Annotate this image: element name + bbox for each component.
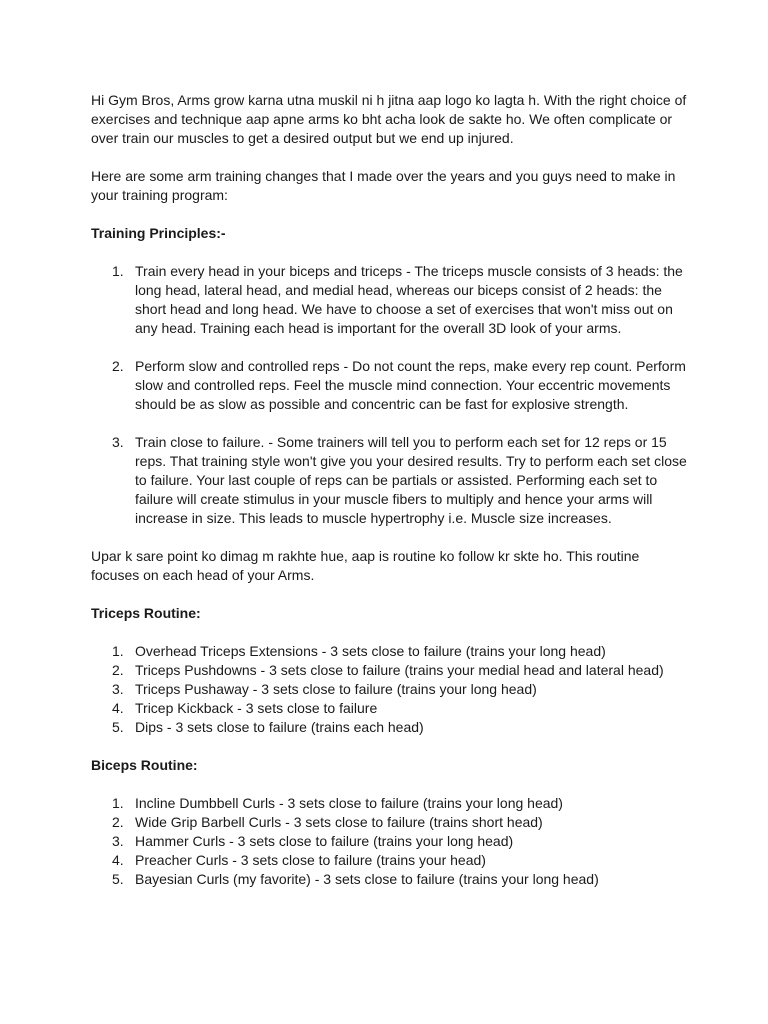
section-heading-triceps-routine: Triceps Routine:: [91, 605, 201, 621]
biceps-list: [91, 794, 691, 889]
list-item: [91, 661, 691, 680]
intro-paragraph: Hi Gym Bros, Arms grow karna utna muskil ni h jitna aap logo ko lagta h. With the right choice of exercises and technique aap apne arms ko bht acha look de sakte ho. We often complicate or over train our muscles to get a desired output but we end up injured.: [91, 92, 687, 146]
intro-paragraph: Here are some arm training changes that I made over the years and you guys need to make in your training program:: [91, 168, 676, 203]
list-number: 3.: [112, 833, 124, 849]
list-number: 5.: [112, 719, 124, 735]
list-item-text: Wide Grip Barbell Curls - 3 sets close to failure (trains short head): [135, 814, 543, 830]
list-item-text: Train close to failure. - Some trainers will tell you to perform each set for 12 reps or 15 reps. That training style won't give you your desired results. Try to perform each set close to failure. Your last couple of reps can be partials or assisted. Performing each set to failure will create stimulus in your muscle fibers to multiply and hence your arms will increase in size. This leads to muscle hypertrophy i.e. Muscle size increases.: [135, 434, 687, 526]
list-number: 3.: [112, 681, 124, 697]
list-item-text: Dips - 3 sets close to failure (trains each head): [135, 719, 424, 735]
list-item: [91, 851, 691, 870]
list-item: [91, 680, 691, 699]
list-item: [91, 870, 691, 889]
list-number: 1.: [112, 263, 124, 279]
section-heading-training-principles: Training Principles:-: [91, 225, 226, 241]
list-number: 1.: [112, 643, 124, 659]
list-number: 2.: [112, 814, 124, 830]
list-number: 3.: [112, 434, 124, 450]
list-item: [91, 832, 691, 851]
list-number: 4.: [112, 852, 124, 868]
section-heading-biceps-routine: Biceps Routine:: [91, 757, 198, 773]
list-number: 4.: [112, 700, 124, 716]
document-page: [91, 91, 691, 889]
list-number: 1.: [112, 795, 124, 811]
list-item: [91, 794, 691, 813]
list-item: [91, 262, 691, 338]
list-item: [91, 813, 691, 832]
list-item-text: Preacher Curls - 3 sets close to failure (trains your head): [135, 852, 486, 868]
list-item-text: Train every head in your biceps and triceps - The triceps muscle consists of 3 heads: the long head, lateral head, and medial head, whereas our biceps consist of 2 heads: the short head and long head. We have to choose a set of exercises that won't miss out on any head. Training each head is important for the overall 3D look of your arms.: [135, 263, 683, 336]
list-item-text: Overhead Triceps Extensions - 3 sets close to failure (trains your long head): [135, 643, 606, 659]
list-item: [91, 433, 691, 528]
list-item-text: Incline Dumbbell Curls - 3 sets close to failure (trains your long head): [135, 795, 563, 811]
list-item-text: Triceps Pushdowns - 3 sets close to failure (trains your medial head and lateral head): [135, 662, 664, 678]
list-item: [91, 718, 691, 737]
list-number: 2.: [112, 662, 124, 678]
list-number: 2.: [112, 358, 124, 374]
list-item-text: Tricep Kickback - 3 sets close to failure: [135, 700, 378, 716]
principles-list: [91, 262, 691, 528]
list-item-text: Triceps Pushaway - 3 sets close to failure (trains your long head): [135, 681, 537, 697]
list-item: [91, 357, 691, 414]
transition-paragraph: Upar k sare point ko dimag m rakhte hue, aap is routine ko follow kr skte ho. This routine focuses on each head of your Arms.: [91, 548, 640, 583]
list-item: [91, 699, 691, 718]
list-number: 5.: [112, 871, 124, 887]
list-item: [91, 642, 691, 661]
triceps-list: [91, 642, 691, 737]
list-item-text: Bayesian Curls (my favorite) - 3 sets close to failure (trains your long head): [135, 871, 599, 887]
list-item-text: Hammer Curls - 3 sets close to failure (trains your long head): [135, 833, 514, 849]
list-item-text: Perform slow and controlled reps - Do not count the reps, make every rep count. Perform slow and controlled reps. Feel the muscle mind connection. Your eccentric movements should be as slow as possible and concentric can be fast for explosive strength.: [135, 358, 686, 412]
